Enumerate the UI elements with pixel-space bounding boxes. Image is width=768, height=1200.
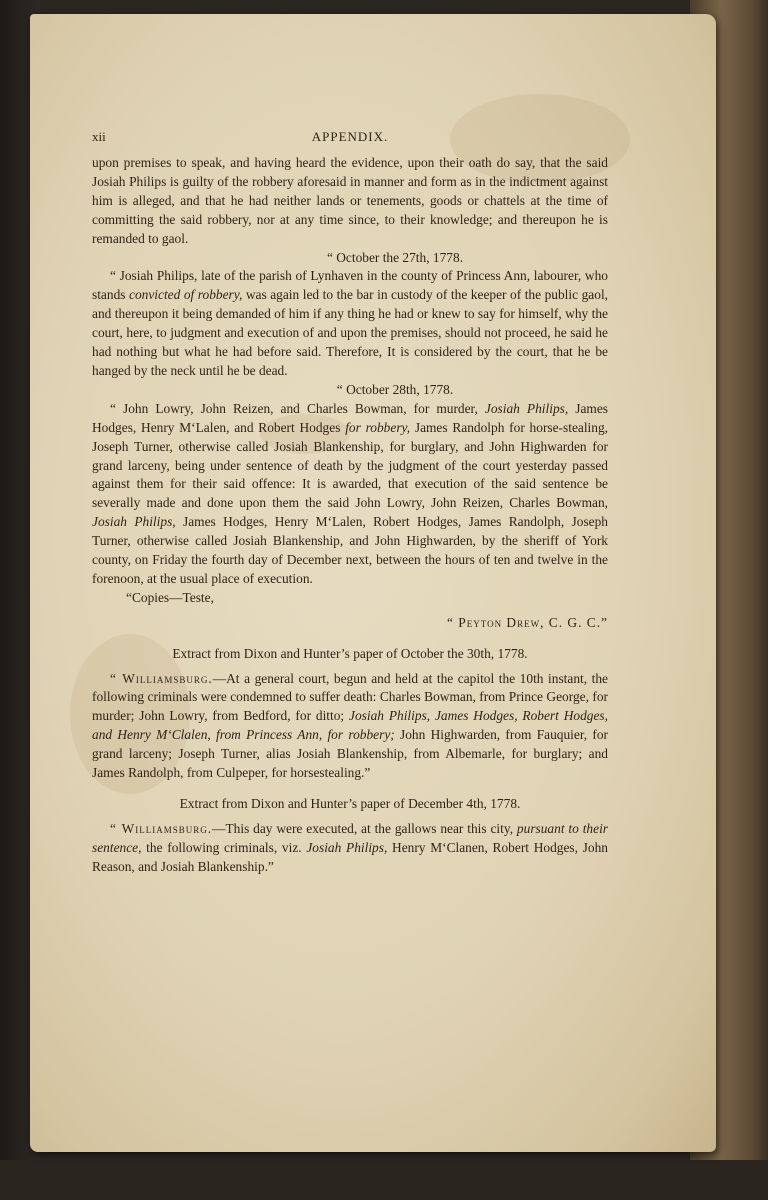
text-run: Henry M‘Clanen, Robert Hodges, John Reason, and Josiah Blankenship.”	[92, 839, 608, 874]
text-run: John Highwarden, from Fauquier, for grand larceny; Joseph Turner, alias Josiah Blankenship, from Albemarle, for burglary; and James Randolph, from Culpeper, for horsestealing.”	[92, 727, 609, 781]
extract-heading: Extract from Dixon and Hunter’s paper of October the 30th, 1778.	[172, 645, 528, 661]
date-line: “ October the 27th, 1778.	[326, 249, 464, 265]
text-run: “ Williamsburg.	[110, 670, 213, 686]
extract-heading: Extract from Dixon and Hunter’s paper of December 4th, 1778.	[179, 796, 521, 811]
text-run: James Randolph for horse-stealing, Joseph Turner, otherwise called Josiah Blankenship, for burglary, and John Highwarden for grand larceny, being under sentence of death by the judgment of the court yesterday passed against them for their said offence: It is awarded, that execution of the said sentence be severally made and done upon them the said John Lowry, John Reizen, Charles Bowman,	[92, 419, 609, 511]
text-run: James Hodges, Henry M‘Lalen, and Robert Hodges	[92, 400, 608, 435]
background-bottom	[0, 1160, 768, 1200]
italic-run: for robbery,	[345, 419, 411, 435]
italic-run: convicted of robbery,	[129, 287, 243, 303]
paragraph	[92, 400, 608, 589]
text-run: —At a general court, begun and held at the capitol the 10th instant, the following criminals were condemned to suffer death: Charles Bowman, from Prince George, for murder; John Lowry, from Bedford, for ditto;	[92, 670, 608, 724]
paragraph: upon premises to speak, and having heard the evidence, upon their oath do say, that the said Josiah Philips is guilty of the robbery aforesaid in manner and form as in the indictment against him is alleged, and that he had neither lands or tenements, goods or chattels at the time of committing the said robbery, nor at any time since, to their knowledge; and thereupon he is remanded to gaol.	[92, 155, 608, 246]
paragraph	[92, 267, 608, 380]
text-run: “ Williamsburg.	[110, 820, 213, 836]
italic-run: Josiah Philips,	[306, 839, 388, 855]
text-run: was again led to the bar in custody of the keeper of the public gaol, and thereupon it being demanded of him if any thing he had or knew to say for himself, why the court, here, to judgment and execution of and upon the premises, should not proceed, he said he had nothing but what he had before said. Therefore, It is considered by the court, that he be hanged by the neck until he be dead.	[92, 287, 609, 378]
running-header	[92, 128, 608, 154]
text-run: —This day were executed, at the gallows near this city,	[212, 820, 517, 836]
page-number: xii	[92, 129, 106, 144]
paragraph	[92, 670, 608, 783]
paragraph	[92, 820, 608, 877]
date-line: “ October 28th, 1778.	[336, 381, 454, 397]
page-text	[92, 128, 608, 877]
italic-run: Josiah Philips,	[92, 514, 176, 530]
text-run: “ John Lowry, John Reizen, and Charles Bowman, for murder,	[110, 400, 485, 416]
text-run: James Hodges, Henry M‘Lalen, Robert Hodges, James Randolph, Joseph Turner, otherwise called Josiah Blankenship, and John Highwarden, by the sheriff of York county, on Friday the fourth day of December next, between the hours of ten and twelve in the forenoon, at the usual place of execution.	[92, 514, 608, 586]
italic-run: Josiah Philips,	[484, 400, 569, 416]
italic-run: Josiah Philips, James Hodges, Robert Hodges, and Henry M‘Clalen, from Princess Ann, for robbery;	[92, 708, 608, 743]
page-title: APPENDIX.	[311, 129, 389, 144]
italic-run: pursuant to their sentence,	[92, 820, 608, 855]
text-run: “ Josiah Philips, late of the parish of Lynhaven in the county of Princess Ann, labourer, who stands	[92, 268, 608, 303]
text-run: the following criminals, viz.	[141, 839, 307, 855]
copies-line: “Copies—Teste,	[126, 589, 214, 605]
signature-line: “ Peyton Drew, C. G. C.”	[447, 614, 608, 630]
